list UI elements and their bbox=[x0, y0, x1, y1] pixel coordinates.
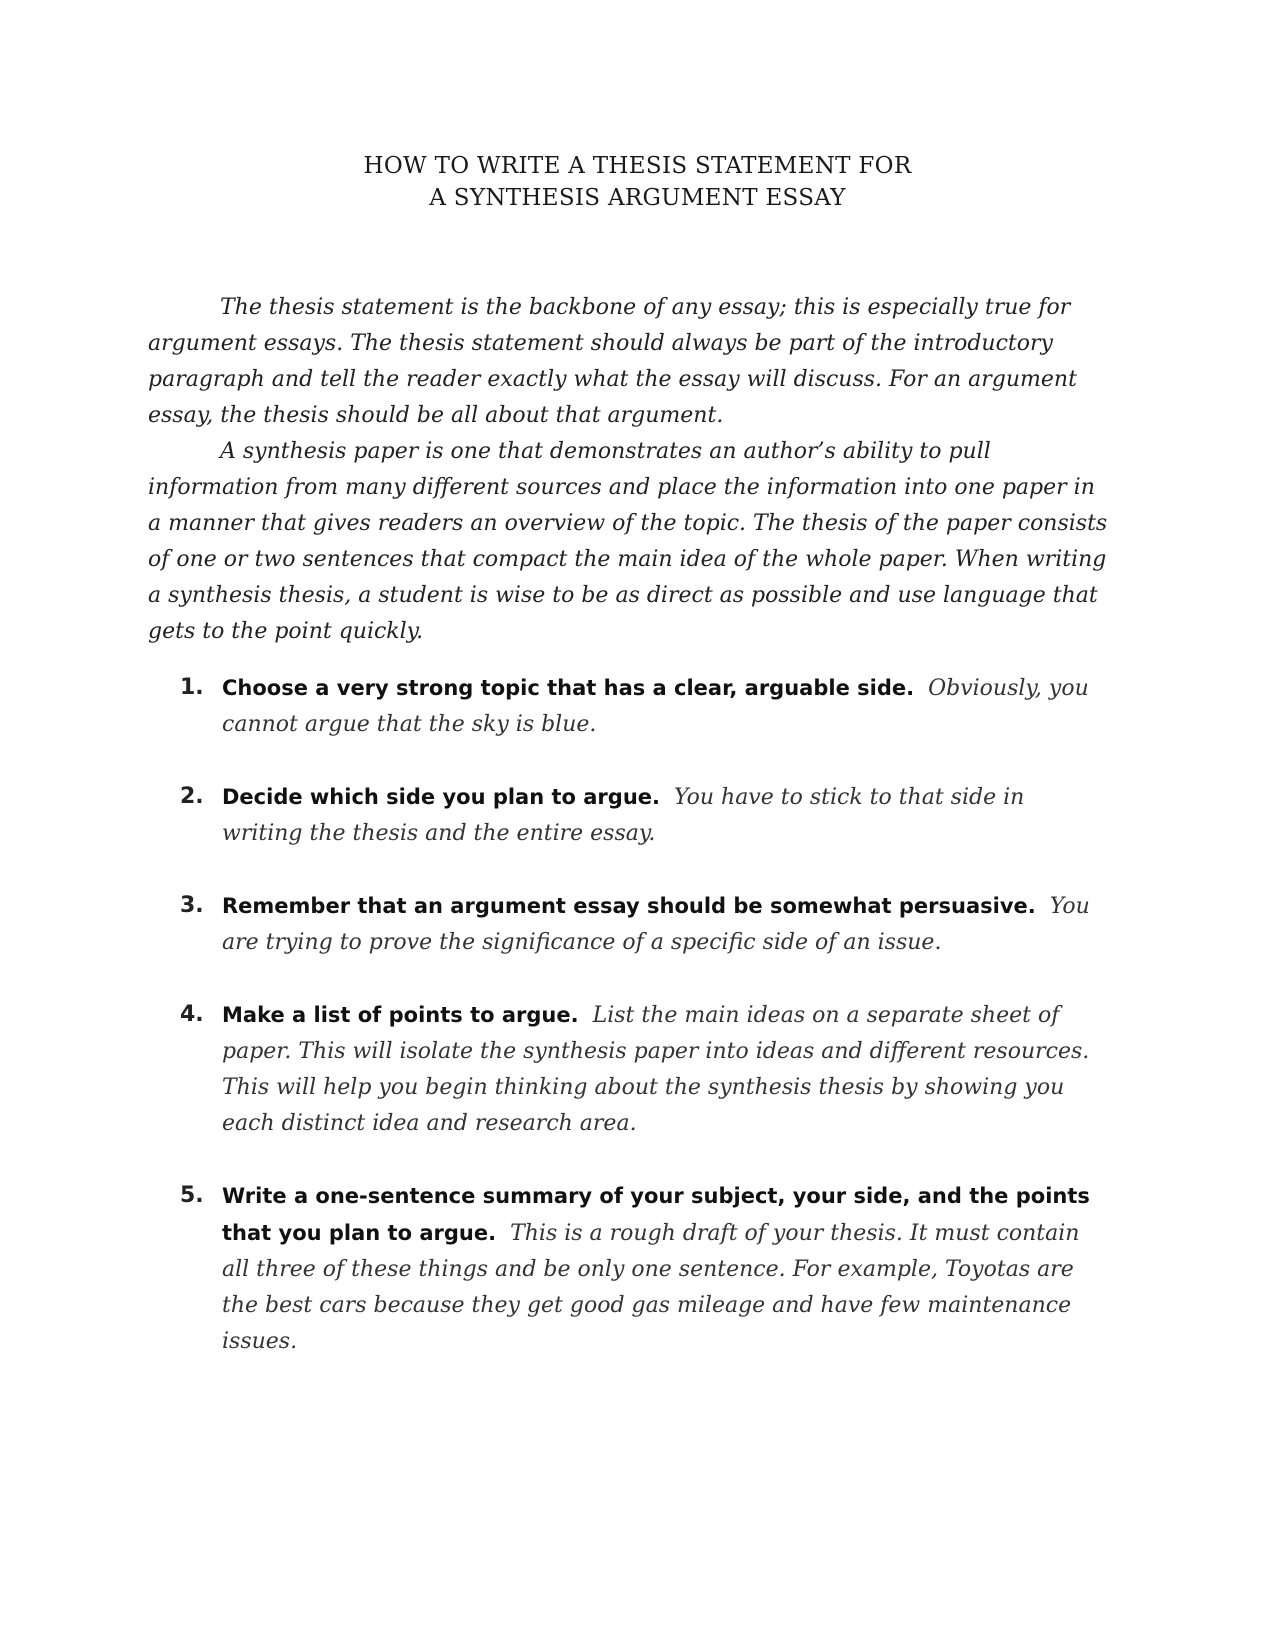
step-number: 5. bbox=[180, 1183, 204, 1208]
step-item bbox=[180, 1178, 1110, 1360]
step-number: 4. bbox=[180, 1002, 204, 1027]
step-heading: Choose a very strong topic that has a clear, arguable side. bbox=[222, 676, 915, 700]
title-line-2: A SYNTHESIS ARGUMENT ESSAY bbox=[429, 185, 846, 211]
step-text: This is a rough draft of your thesis. It must contain all three of these things and be only one sentence. For example, Toyotas are the best cars because they get good gas mileage and have few maintenance issues. bbox=[222, 1221, 1080, 1354]
step-text: You have to stick to that side in writing the thesis and the entire essay. bbox=[222, 785, 1025, 846]
step-item bbox=[180, 670, 1110, 743]
step-heading: Decide which side you plan to argue. bbox=[222, 785, 660, 809]
step-text: List the main ideas on a separate sheet of paper. This will isolate the synthesis paper into ideas and different resources. This will help you begin thinking about the synthesis thesis by showing you each distinct idea and research area. bbox=[222, 1003, 1090, 1136]
step-heading: Remember that an argument essay should be somewhat persuasive. bbox=[222, 894, 1036, 918]
step-item bbox=[180, 997, 1110, 1142]
step-item bbox=[180, 779, 1110, 852]
intro-body bbox=[148, 290, 1108, 650]
step-number: 3. bbox=[180, 893, 204, 918]
step-text: Obviously, you cannot argue that the sky is blue. bbox=[222, 676, 1089, 737]
step-item bbox=[180, 888, 1110, 961]
step-text: You are trying to prove the significance of a specific side of an issue. bbox=[222, 894, 1090, 955]
steps-list bbox=[180, 670, 1110, 1396]
step-heading: Make a list of points to argue. bbox=[222, 1003, 579, 1027]
step-number: 1. bbox=[180, 675, 204, 700]
title-line-1: HOW TO WRITE A THESIS STATEMENT FOR bbox=[363, 153, 912, 179]
document-title bbox=[0, 150, 1275, 214]
step-heading: Write a one-sentence summary of your subject, your side, and the points that you plan to argue. bbox=[222, 1184, 1090, 1245]
step-number: 2. bbox=[180, 784, 204, 809]
paragraph-thesis-backbone: The thesis statement is the backbone of any essay; this is especially true for argument essays. The thesis statement should always be part of the introductory paragraph and tell the reader exactly what the essay will discuss. For an argument essay, the thesis should be all about that argument. bbox=[148, 295, 1077, 428]
paragraph-synthesis-paper: A synthesis paper is one that demonstrates an author’s ability to pull information from many different sources and place the information into one paper in a manner that gives readers an overview of the topic. The thesis of the paper consists of one or two sentences that compact the main idea of the whole paper. When writing a synthesis thesis, a student is wise to be as direct as possible and use language that gets to the point quickly. bbox=[148, 439, 1108, 644]
